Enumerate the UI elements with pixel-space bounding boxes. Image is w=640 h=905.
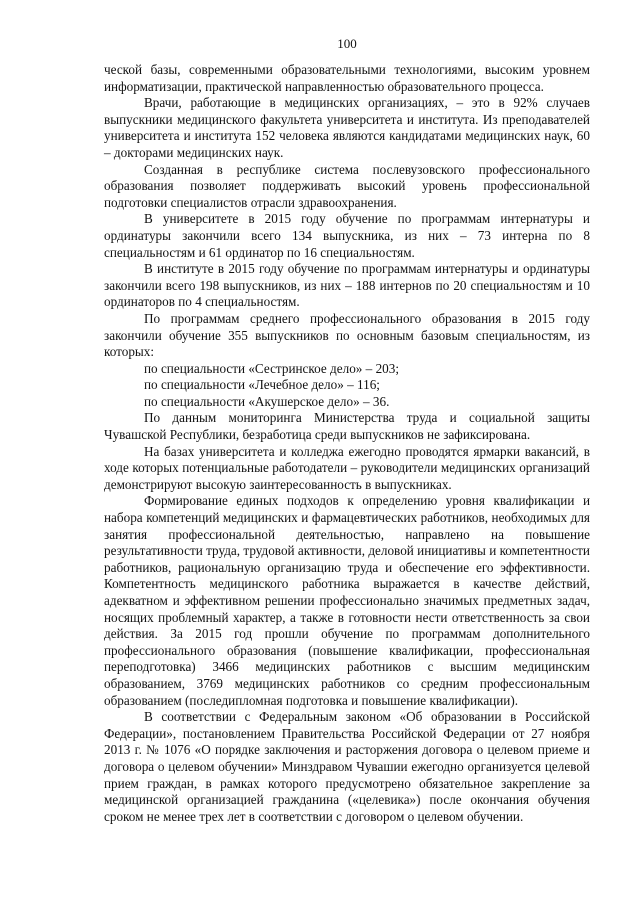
list-item-nursing: по специальности «Сестринское дело» – 203; — [144, 360, 400, 376]
page-number: 100 — [337, 36, 357, 51]
paragraph-targeted-admission: В соответствии с Федеральным законом «Об образовании в Российской Федерации», постановлением Правительства Российской Федерации от 27 ноября 2013 г. № 1076 «О порядке заключения и расторжения договора о целевом приеме и договора о целевом обучении» Минздравом Чувашии ежегодно организуется целевой прием граждан, в рамках которого предусмотрено обязательное закрепление за медицинской организацией гражданина («целевика») после окончания обучения сроком не менее трех лет в соответствии с договором о целевом обучении. — [104, 709, 590, 824]
paragraph-institute-2015: В институте в 2015 году обучение по программам интернатуры и ординатуры закончили всего 198 выпускников, из них – 188 интернов по 20 специальностям и 10 ординаторов по 4 специальностям. — [104, 261, 590, 310]
paragraph-postgraduate-system: Созданная в республике система послевузовского профессионального образования позволяет поддерживать высокий уровень профессиональной подготовки специалистов отрасли здравоохранения. — [104, 161, 590, 210]
paragraph-university-2015: В университете в 2015 году обучение по программам интернатуры и ординатуры закончили всего 134 выпускника, из них – 73 интерна по 8 специальностям и 61 ординатор по 16 специальностям. — [104, 211, 590, 260]
list-item-medical-care: по специальности «Лечебное дело» – 116; — [144, 377, 380, 393]
paragraph-unemployment: По данным мониторинга Министерства труда и социальной защиты Чувашской Республики, безработица среди выпускников не зафиксирована. — [104, 410, 590, 443]
document-page — [104, 36, 590, 825]
list-item-obstetrics: по специальности «Акушерское дело» – 36. — [144, 393, 390, 409]
body-text — [104, 62, 590, 825]
paragraph-secondary-education: По программам среднего профессионального образования в 2015 году закончили обучение 355 выпускников по основным базовым специальностям, из которых: — [104, 310, 590, 360]
paragraph-doctors-graduates: Врачи, работающие в медицинских организациях, – это в 92% случаев выпускники медицинского факультета университета и института. Из преподавателей университета и института 152 человека являются кандидатами медицинских наук, 60 – докторами медицинских наук. — [104, 95, 590, 160]
paragraph-competencies: Формирование единых подходов к определению уровня квалификации и набора компетенций медицинских и фармацевтических работников, необходимых для занятия профессиональной деятельностью, направлено на повышение результативности труда, трудовой активности, деловой инициативы и компетентности работников, рациональную организацию труда и обеспечение его эффективности. Компетентность медицинского работника выражается в качестве действий, адекватном и эффективном решении профессионально значимых предметных задач, носящих проблемный характер, а также в готовности нести ответственность за свои действия. За 2015 год прошли обучение по программам дополнительного профессионального образования (повышение квалификации, профессиональная переподготовка) 3466 медицинских работников с высшим медицинским образованием, 3769 медицинских работников со средним профессиональным образованием (последипломная подготовка и повышение квалификации). — [104, 493, 590, 708]
paragraph-job-fairs: На базах университета и колледжа ежегодно проводятся ярмарки вакансий, в ходе которых потенциальные работодатели – руководители медицинских организаций демонстрируют высокую заинтересованность в выпускниках. — [104, 443, 590, 492]
paragraph-continuation: ческой базы, современными образовательными технологиями, высоким уровнем информатизации, практической направленностью образовательного процесса. — [104, 62, 590, 94]
